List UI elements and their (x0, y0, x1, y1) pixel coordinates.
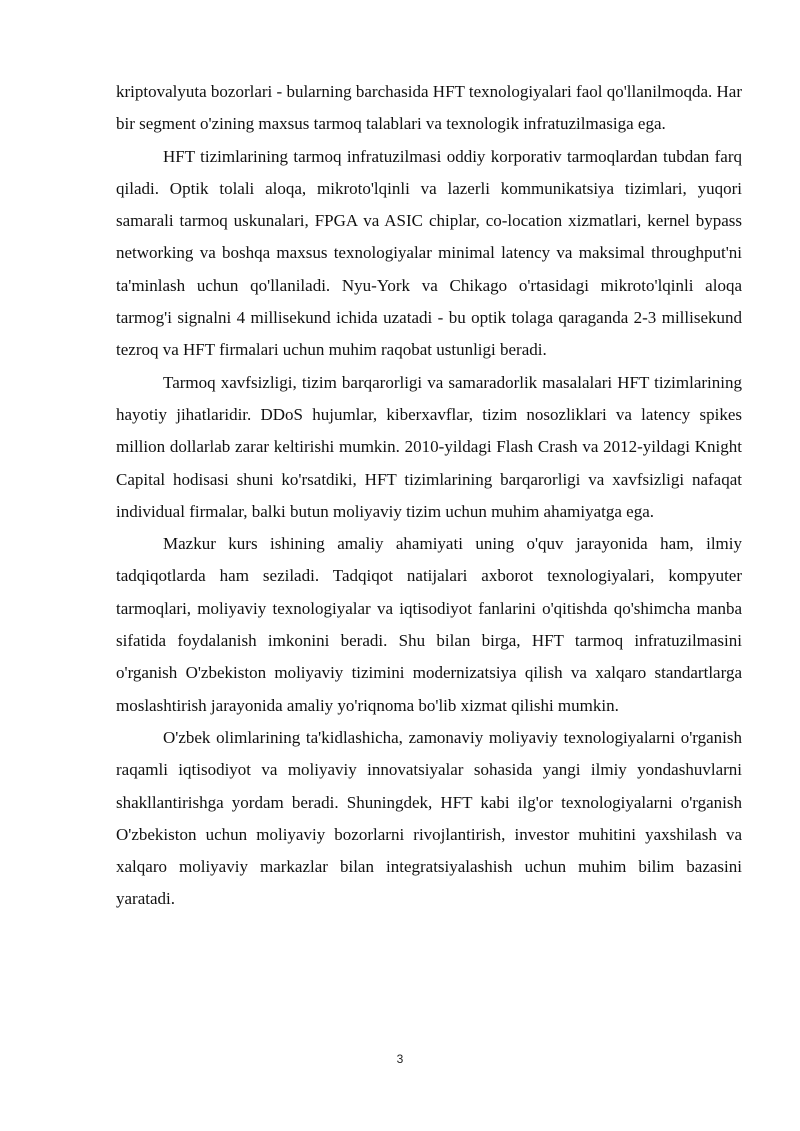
paragraph-practical-significance: Mazkur kurs ishining amaliy ahamiyati uning o'quv jarayonida ham, ilmiy tadqiqotlarda ham seziladi. Tadqiqot natijalari axborot texnologiyalari, kompyuter tarmoqlari, moliyaviy texnologiyalar va iqtisodiyot fanlarini o'qitishda qo'shimcha manba sifatida foydalanish imkonini beradi. Shu bilan birga, HFT tarmoq infratuzilmasini o'rganish O'zbekiston moliyaviy tizimini modernizatsiya qilish va xalqaro standartlarga moslashtirish jarayonida amaliy yo'riqnoma bo'lib xizmat qilishi mumkin. (116, 534, 742, 715)
page-body (116, 76, 742, 916)
page-number: 3 (396, 1052, 404, 1066)
paragraph-network-security: Tarmoq xavfsizligi, tizim barqarorligi va samaradorlik masalalari HFT tizimlarining hayotiy jihatlaridir. DDoS hujumlar, kiberxavflar, tizim nosozliklari va latency spikes million dollarlab zarar keltirishi mumkin. 2010-yildagi Flash Crash va 2012-yildagi Knight Capital hodisasi shuni ko'rsatdiki, HFT tizimlarining barqarorligi va xavfsizligi nafaqat individual firmalar, balki butun moliyaviy tizim uchun muhim ahamiyatga ega. (116, 372, 742, 521)
paragraph-network-infrastructure: HFT tizimlarining tarmoq infratuzilmasi oddiy korporativ tarmoqlardan tubdan farq qiladi. Optik tolali aloqa, mikroto'lqinli va lazerli kommunikatsiya tizimlari, yuqori samarali tarmoq uskunalari, FPGA va ASIC chiplar, co-location xizmatlari, kernel bypass networking va boshqa maxsus texnologiyalar minimal latency va maksimal throughput'ni ta'minlash uchun qo'llaniladi. Nyu-York va Chikago o'rtasidagi mikroto'lqinli aloqa tarmog'i signalni 4 millisekund ichida uzatadi - bu optik tolaga qaraganda 2-3 millisekund tezroq va HFT firmalari uchun muhim raqobat ustunligi beradi. (116, 146, 742, 360)
paragraph-continuation: kriptovalyuta bozorlari - bularning barchasida HFT texnologiyalari faol qo'llanilmoqda. Har bir segment o'zining maxsus tarmoq talablari va texnologik infratuzilmasiga ega. (116, 82, 742, 134)
paragraph-uzbek-scholars: O'zbek olimlarining ta'kidlashicha, zamonaviy moliyaviy texnologiyalarni o'rganish raqamli iqtisodiyot va moliyaviy innovatsiyalar sohasida yangi ilmiy yondashuvlarni shakllantirishga yordam beradi. Shuningdek, HFT kabi ilg'or texnologiyalarni o'rganish O'zbekiston uchun moliyaviy bozorlarni rivojlantirish, investor muhitini yaxshilash va xalqaro moliyaviy markazlar bilan integratsiyalashish uchun muhim bilim bazasini yaratadi. (116, 727, 742, 909)
